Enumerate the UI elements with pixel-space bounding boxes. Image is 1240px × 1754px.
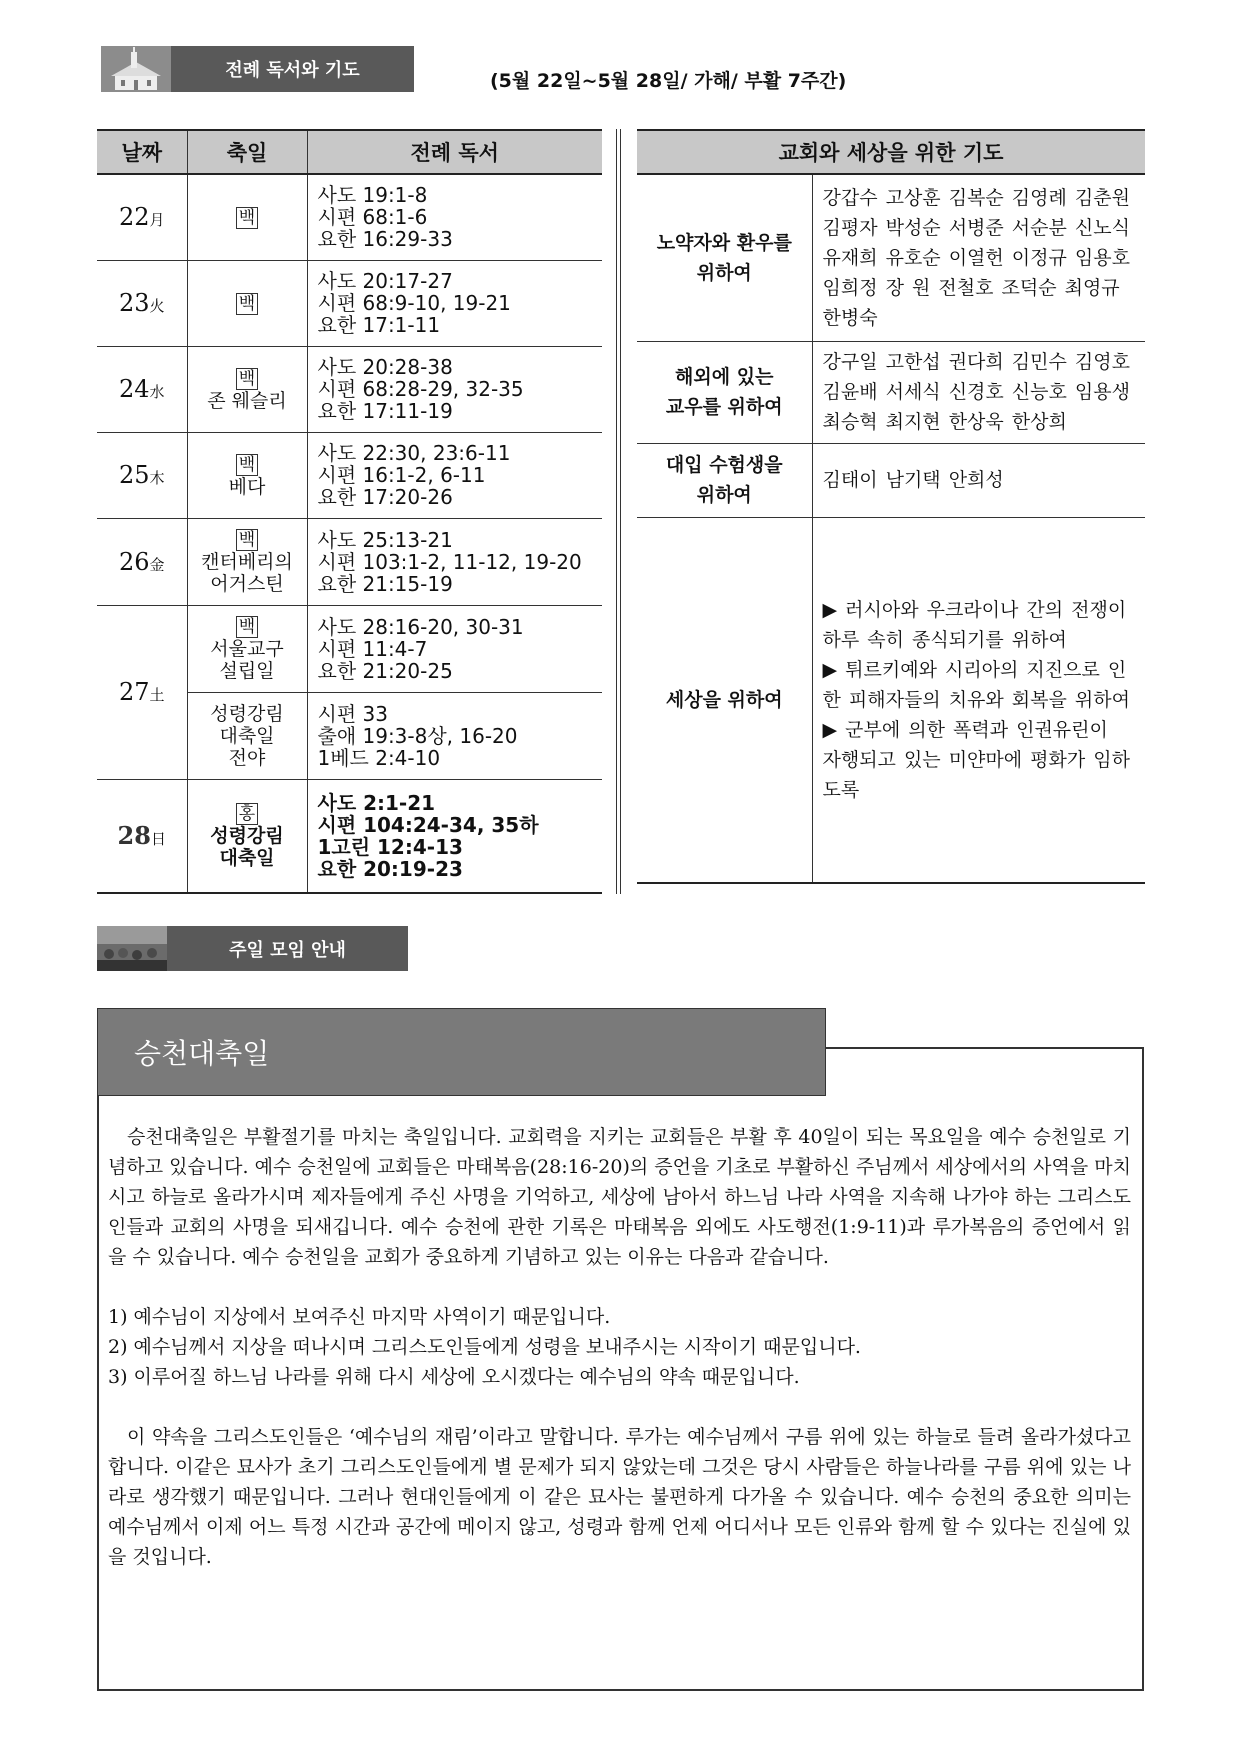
date-cell: 26金 — [97, 518, 187, 605]
prayer-topic: 대입 수험생을 위하여 — [637, 443, 812, 517]
feast-cell: 백 베다 — [187, 432, 307, 518]
color-badge: 백 — [236, 293, 258, 315]
feast-cell: 홍 성령강림 대축일 — [187, 779, 307, 893]
table-row — [97, 518, 602, 605]
col-readings: 전례 독서 — [307, 130, 602, 174]
color-badge: 백 — [236, 529, 258, 551]
prayer-names: 강갑수 고상훈 김복순 김영례 김춘원 김평자 박성순 서병준 서순분 신노식 유재희 유호순 이열헌 이정규 임용호 임희정 장 원 전철호 조덕순 최영규 한병숙 — [812, 174, 1145, 341]
readings-cell: 사도 28:16-20, 30-31 시편 11:4-7 요한 21:20-25 — [307, 605, 602, 692]
date-cell: 22月 — [97, 174, 187, 260]
week-subtitle: (5월 22일~5월 28일/ 가해/ 부활 7주간) — [490, 70, 847, 92]
table-row — [637, 341, 1145, 443]
table-row — [637, 517, 1145, 883]
color-badge: 홍 — [236, 803, 258, 825]
church-thumbnail — [101, 46, 171, 92]
prayer-table — [637, 129, 1145, 884]
prayer-topic: 해외에 있는 교우를 위하여 — [637, 341, 812, 443]
section-title-liturgy: 전례 독서와 기도 — [171, 46, 414, 92]
essay-paragraph: 승천대축일은 부활절기를 마치는 축일입니다. 교회력을 지키는 교회들은 부활 후 40일이 되는 목요일을 예수 승천일로 기념하고 있습니다. 예수 승천일에 교회들은 마태복음(28:16-20)의 증언을 기초로 부활하신 주님께서 세상에서의 사역을 마치시고 하늘로 올라가시며 제자들에게 주신 사명을 기억하고, 세상에 남아서 하느님 나라 사역을 지속해 나가야 하는 그리스도인들과 교회의 사명을 되새깁니다. 예수 승천에 관한 기록은 마태복음 외에도 사도행전(1:9-11)과 루가복음의 증언에서 읽을 수 있습니다. 예수 승천일을 교회가 중요하게 기념하고 있는 이유는 다음과 같습니다. — [108, 1126, 1131, 1268]
meeting-photo-icon — [97, 926, 167, 971]
table-row — [97, 174, 602, 260]
feast-cell: 성령강림 대축일 전야 — [187, 692, 307, 779]
table-row — [97, 346, 602, 432]
color-badge: 백 — [236, 616, 258, 638]
prayer-names: 강구일 고한섭 권다희 김민수 김영호 김윤배 서세식 신경호 신능호 임용생 최승혁 최지현 한상욱 한상희 — [812, 341, 1145, 443]
church-icon — [101, 46, 171, 92]
date-cell: 25木 — [97, 432, 187, 518]
reason-item: 2) 예수님께서 지상을 떠나시며 그리스도인들에게 성령을 보내주시는 시작이기 때문입니다. — [108, 1336, 861, 1358]
readings-cell: 사도 19:1-8 시편 68:1-6 요한 16:29-33 — [307, 174, 602, 260]
feast-cell: 백 존 웨슬리 — [187, 346, 307, 432]
feast-cell: 백 서울교구 설립일 — [187, 605, 307, 692]
date-cell: 23火 — [97, 260, 187, 346]
essay-body — [108, 1122, 1131, 1572]
table-row — [97, 779, 602, 893]
readings-cell: 사도 22:30, 23:6-11 시편 16:1-2, 6-11 요한 17:20-26 — [307, 432, 602, 518]
prayer-names: ▶ 러시아와 우크라이나 간의 전쟁이 하루 속히 종식되기를 위하여 ▶ 튀르키예와 시리아의 지진으로 인 한 피해자들의 치유와 회복을 위하여 ▶ 군부에 의한 폭력과 인권유린이 자행되고 있는 미얀마에 평화가 임하 도록 — [812, 517, 1145, 883]
date-cell: 28日 — [97, 779, 187, 893]
table-row — [637, 443, 1145, 517]
readings-cell: 사도 20:17-27 시편 68:9-10, 19-21 요한 17:1-11 — [307, 260, 602, 346]
table-row — [97, 260, 602, 346]
readings-cell: 사도 2:1-21 시편 104:24-34, 35하 1고린 12:4-13 요한 20:19-23 — [307, 779, 602, 893]
table-row — [637, 174, 1145, 341]
prayer-topic: 세상을 위하여 — [637, 517, 812, 883]
feast-cell — [187, 260, 307, 346]
meeting-thumbnail — [97, 926, 167, 971]
column-divider — [616, 129, 621, 894]
prayer-topic: 노약자와 환우를 위하여 — [637, 174, 812, 341]
liturgy-table — [97, 129, 602, 894]
date-cell: 24水 — [97, 346, 187, 432]
color-badge: 백 — [236, 207, 258, 229]
essay-paragraph: 이 약속을 그리스도인들은 ‘예수님의 재림’이라고 말합니다. 루가는 예수님께서 구름 위에 있는 하늘로 들려 올라가셨다고 합니다. 이같은 묘사가 초기 그리스도인들에게 별 문제가 되지 않았는데 그것은 당시 사람들은 하늘나라를 구름 위에 있는 나라로 생각했기 때문입니다. 그러나 현대인들에게 이 같은 묘사는 불편하게 다가올 수 있습니다. 예수 승천의 중요한 의미는 예수님께서 이제 어느 특정 시간과 공간에 메이지 않고, 성령과 함께 언제 어디서나 모든 인류와 함께 할 수 있다는 진실에 있을 것입니다. — [108, 1426, 1131, 1568]
feast-cell — [187, 174, 307, 260]
reason-item: 1) 예수님이 지상에서 보여주신 마지막 사역이기 때문입니다. — [108, 1306, 611, 1328]
prayer-header: 교회와 세상을 위한 기도 — [637, 130, 1145, 174]
section-title-meeting: 주일 모임 안내 — [167, 926, 408, 971]
reason-item: 3) 이루어질 하느님 나라를 위해 다시 세상에 오시겠다는 예수님의 약속 때문입니다. — [108, 1366, 800, 1388]
readings-cell: 시편 33 출애 19:3-8상, 16-20 1베드 2:4-10 — [307, 692, 602, 779]
date-cell: 27土 — [97, 605, 187, 779]
feast-cell: 백 캔터베리의 어거스틴 — [187, 518, 307, 605]
table-row — [97, 432, 602, 518]
color-badge: 백 — [236, 454, 258, 476]
prayer-names: 김태이 남기택 안희성 — [812, 443, 1145, 517]
col-date: 날짜 — [97, 130, 187, 174]
table-row — [97, 605, 602, 692]
color-badge: 백 — [236, 368, 258, 390]
essay-title: 승천대축일 — [97, 1008, 826, 1096]
col-feast: 축일 — [187, 130, 307, 174]
readings-cell: 사도 20:28-38 시편 68:28-29, 32-35 요한 17:11-19 — [307, 346, 602, 432]
readings-cell: 사도 25:13-21 시편 103:1-2, 11-12, 19-20 요한 21:15-19 — [307, 518, 602, 605]
